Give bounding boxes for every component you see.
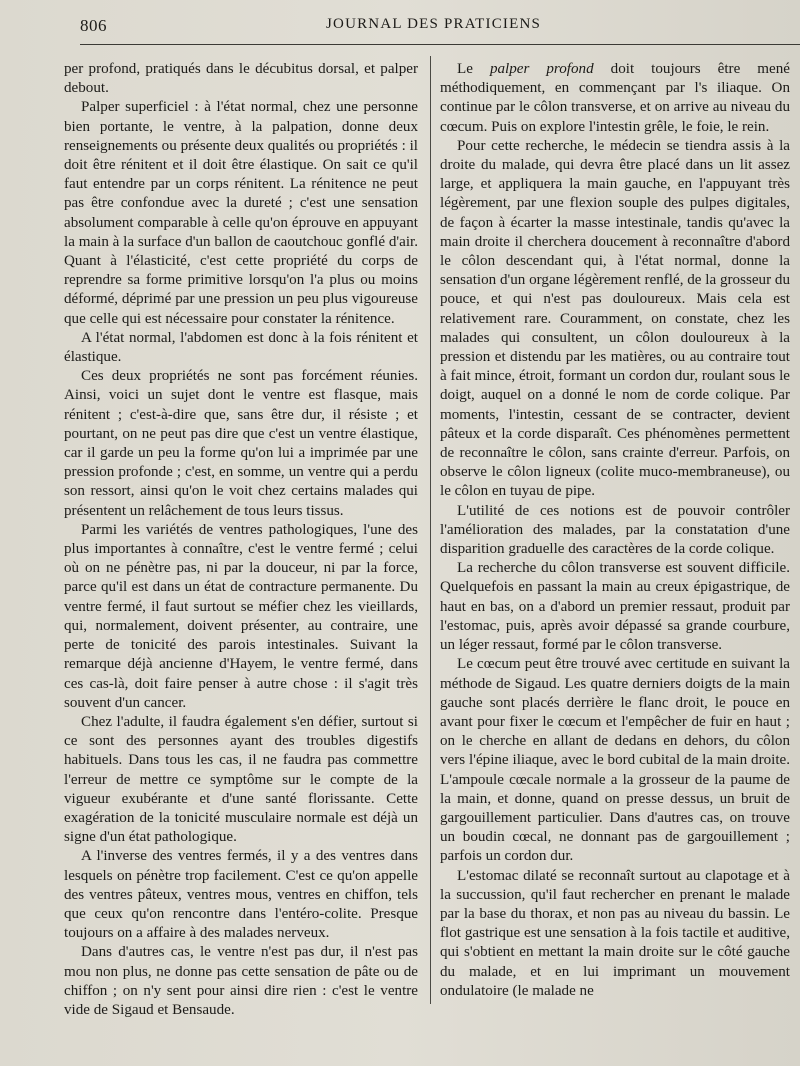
running-title: JOURNAL DES PRATICIENS	[326, 16, 542, 32]
right-column	[440, 60, 790, 1001]
paragraph: Ces deux propriétés ne sont pas forcément réunies. Ainsi, voici un sujet dont le ventre est flasque, mais rénitent ; c'est-à-dire que, sans être dur, il résiste ; et pourtant, on ne peut pas dire que c'est un ventre élastique, car il garde un peu la forme qu'on lui a imprimée par une pression profonde ; c'est, en somme, un ventre qui a perdu son ressort, ainsi qu'on le voit chez certains malades qui présentent un relâchement de tous leurs tissus.	[64, 368, 418, 519]
paragraph-text: doit toujours être mené méthodiquement, en commençant par l's iliaque. On continue par le côlon transverse, et on arrive au niveau du cœcum. Puis on explore l'intestin grêle, le foie, le rein.	[440, 61, 790, 135]
paragraph: per profond, pratiqués dans le décubitus dorsal, et palper debout.	[64, 61, 418, 97]
paragraph: La recherche du côlon transverse est souvent difficile. Quelquefois en passant la main au creux épigastrique, de haut en bas, on a d'abord un premier ressaut, produit par l'estomac, puis, après avoir dépassé sa grande courbure, un léger ressaut, formé par le côlon transverse.	[440, 560, 790, 654]
italic-term: palper profond	[489, 61, 594, 77]
paragraph: Palper superficiel : à l'état normal, chez une personne bien portante, le ventre, à la palpation, donne deux renseignements ou présente deux qualités ou propriétés : il doit être rénitent et il doit être élastique. On sait ce qu'il faut entendre par un corps rénitent. La rénitence ne peut pas être confondue avec la dureté ; c'est une sensation absolument comparable à celle qu'on éprouve en appuyant la main à la surface d'un ballon de caoutchouc gonflé d'air. Quant à l'élasticité, c'est cette propriété du corps de reprendre sa forme primitive lorsqu'on l'a plus ou moins déformé, déprimé par une pression un peu plus vigoureuse que celle qui est nécessaire pour constater la rénitence.	[64, 99, 418, 327]
paragraph: A l'état normal, l'abdomen est donc à la fois rénitent et élastique.	[64, 329, 418, 366]
paragraph	[440, 60, 790, 137]
column-divider	[430, 56, 431, 1004]
paragraph: Pour cette recherche, le médecin se tiendra assis à la droite du malade, qui devra être placé dans un lit assez large, et appliquera la main gauche, en l'appuyant très légèrement, par une flexion souple des pulpes digitales, de façon à écarter la masse intestinale, tandis qu'avec la main droite il cherchera doucement à reconnaître d'abord le côlon descendant qui, à l'état normal, donne la sensation d'un organe légèrement renflé, de la grosseur du pouce, et qui n'est pas douloureux. Mais cela est relativement rare. Couramment, on constate, chez les malades qui consultent, un côlon douloureux à la pression et distendu par les matières, ou au contraire tout à fait mince, étroit, formant un cordon dur, roulant sous le doigt, auquel on a donné le nom de corde colique. Par moments, l'intestin, cessant de se contracter, devient pâteux et la corde disparaît. Ces phénomènes permettent de reconnaître le côlon, sans crainte d'erreur. Parfois, on observe le côlon ligneux (colite muco-membraneuse), ou le côlon en tuyau de pipe.	[440, 137, 790, 500]
paragraph: L'utilité de ces notions est de pouvoir contrôler l'amélioration des malades, par la constatation d'une disparition graduelle des caractères de la corde colique.	[440, 502, 790, 558]
page-number: 806	[80, 16, 107, 35]
paragraph: Chez l'adulte, il faudra également s'en défier, surtout si ce sont des personnes ayant des troubles digestifs habituels. Dans tous les cas, il ne faudra pas commettre l'erreur de mettre ce symptôme sur le compte de la vigueur exubérante et d'une santé florissante. Cette exagération de la tonicité musculaire normale est déjà un signe d'un état pathologique.	[64, 713, 418, 846]
paragraph: Le cœcum peut être trouvé avec certitude en suivant la méthode de Sigaud. Les quatre derniers doigts de la main gauche sont placés derrière le flanc droit, le pouce en avant pour fixer le cœcum et l'empêcher de fuir en haut ; on le cherche en allant de dedans en dehors, du côlon vers l'épine iliaque, avec le bord cubital de la main droite. L'ampoule cœcale normale a la grosseur de la paume de la main, et donne, quand on presse dessus, un bruit de gargouillement particulier. Dans d'autres cas, on trouve un boudin cœcal, ne donnant pas de gargouillement ; parfois un cordon dur.	[440, 656, 790, 865]
paragraph: Dans d'autres cas, le ventre n'est pas dur, il n'est pas mou non plus, ne donne pas cette sensation de pâte ou de chiffon ; on n'y sent pour ainsi dire rien : c'est le ventre vide de Sigaud et Bensaude.	[64, 944, 418, 1018]
header-rule	[80, 44, 800, 45]
paragraph: Parmi les variétés de ventres pathologiques, l'une des plus importantes à connaître, c'est le ventre fermé ; celui où on ne pénètre pas, ni par la douceur, ni par la force, parce qu'il est dans un état de contracture permanente. Du ventre fermé, il faut surtout se méfier chez les vieillards, qui, normalement, doivent présenter, au contraire, une perte de tonicité des parois intestinales. Suivant la remarque déjà ancienne d'Hayem, le ventre fermé, dans ces cas-là, doit faire penser à autre chose : il s'agit très souvent d'un cancer.	[64, 521, 418, 711]
paragraph-text: Le	[457, 61, 490, 77]
paragraph: L'estomac dilaté se reconnaît surtout au clapotage et à la succussion, qu'il faut rechercher en prenant le malade par la base du thorax, et non pas au niveau du bassin. Le flot gastrique est une sensation à la fois tactile et auditive, qui s'obtient en mettant la main droite sur le côté gauche du malade, et en lui imprimant un mouvement ondulatoire (le malade ne	[440, 867, 790, 999]
page-header	[80, 16, 780, 40]
left-column	[64, 60, 418, 1020]
paragraph: A l'inverse des ventres fermés, il y a des ventres dans lesquels on pénètre trop facilement. C'est ce qu'on appelle des ventres pâteux, ventres mous, ventres en chiffon, tels que ceux qu'on rencontre dans l'entéro-colite. Presque toujours on a affaire à des malades nerveux.	[64, 848, 418, 942]
